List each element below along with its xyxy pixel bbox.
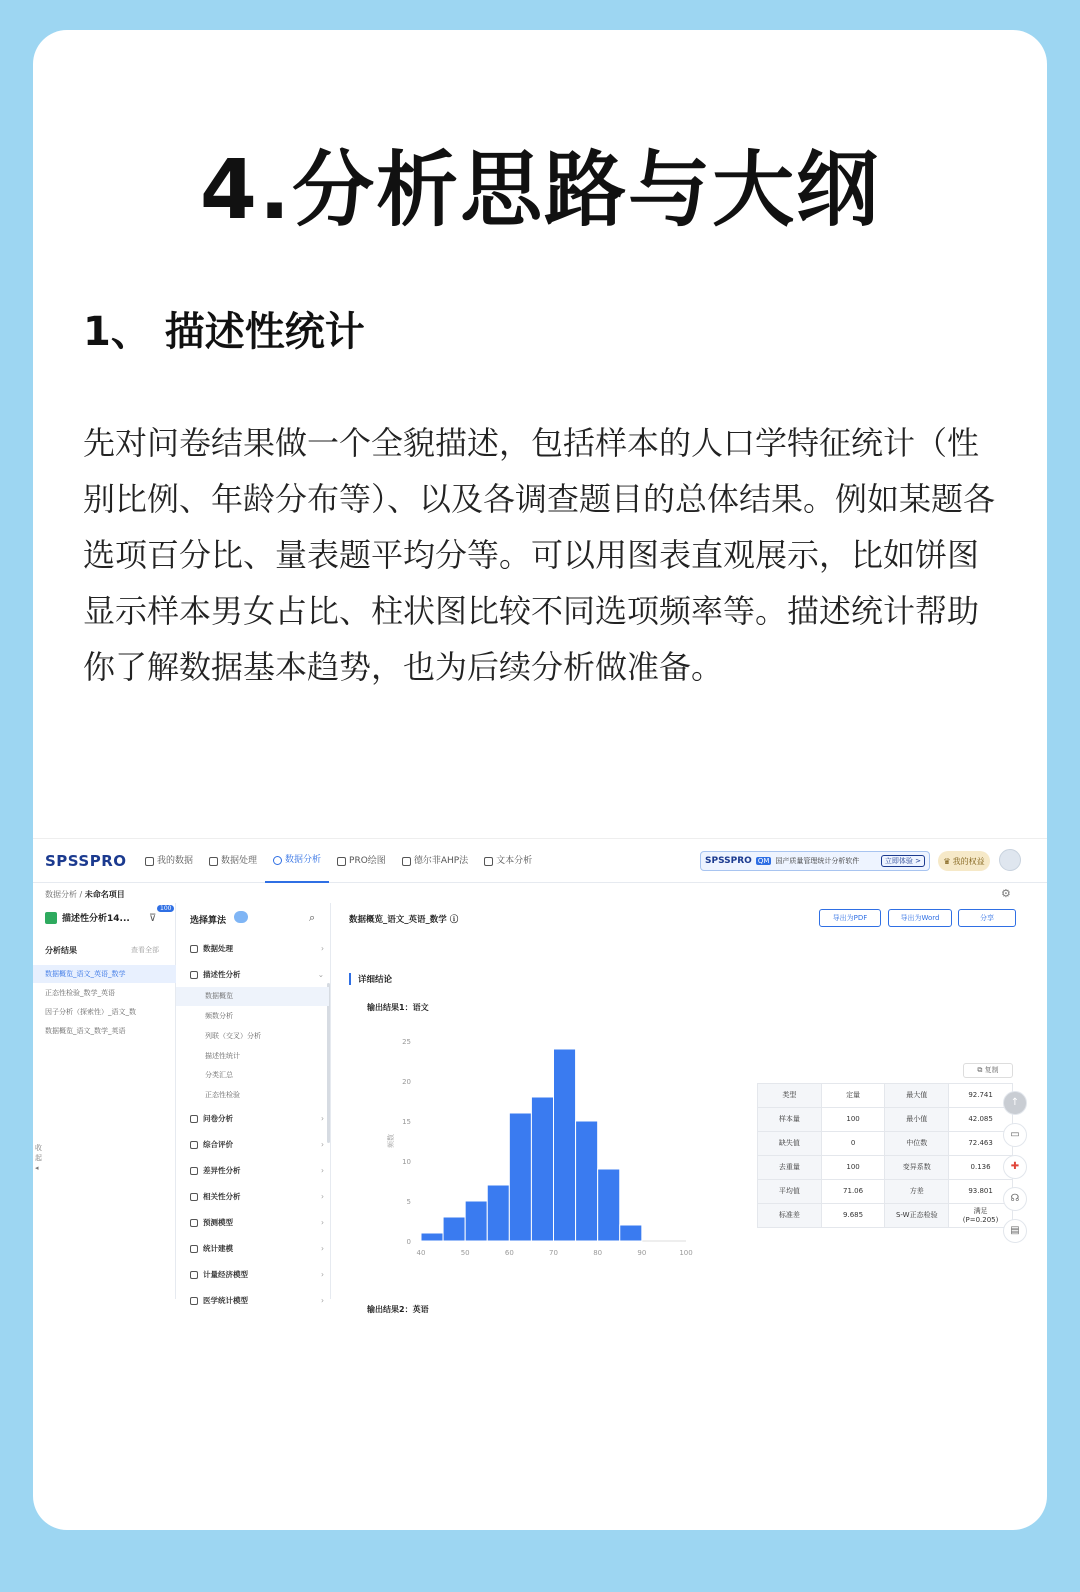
nav-label: 文本分析 <box>496 856 533 866</box>
app-screenshot <box>33 838 1047 1314</box>
algo-crosstab[interactable]: 列联（交叉）分析 <box>205 1032 261 1040</box>
chevron-right-icon: › <box>321 1270 324 1279</box>
stat-label: 缺失值 <box>758 1132 822 1156</box>
nav-delphi-ahp[interactable] <box>394 839 476 883</box>
stat-label: 样本量 <box>758 1108 822 1132</box>
chevron-right-icon: › <box>321 1296 324 1305</box>
project-header[interactable] <box>45 911 130 924</box>
stat-label: 去重量 <box>758 1156 822 1180</box>
top-navbar <box>33 839 1047 883</box>
algo-frequency[interactable]: 频数分析 <box>205 1012 233 1020</box>
result-title: 数据概览_语文_英语_数学 ⓘ <box>349 915 459 925</box>
x-tick-label: 50 <box>460 1249 470 1257</box>
output-2-label: 输出结果2：英语 <box>367 1305 429 1314</box>
histogram-bar <box>443 1217 465 1241</box>
algo-group-summary[interactable]: 分类汇总 <box>205 1071 233 1079</box>
category-evaluation[interactable] <box>190 1135 324 1155</box>
crown-icon: ♛ <box>943 856 951 866</box>
bars-icon <box>190 1271 198 1279</box>
draw-icon <box>337 857 346 866</box>
algorithm-title: 选择算法 <box>190 916 227 926</box>
chevron-right-icon: › <box>321 944 324 953</box>
copy-label: 复制 <box>984 1066 999 1074</box>
chevron-right-icon: › <box>321 1218 324 1227</box>
stat-value: 93.801 <box>949 1180 1013 1204</box>
histogram-bar <box>487 1185 509 1241</box>
stat-label: 平均值 <box>758 1180 822 1204</box>
chart-icon <box>190 1167 198 1175</box>
stat-label: 中位数 <box>885 1132 949 1156</box>
stat-label: 最小值 <box>885 1108 949 1132</box>
benefit-label: 我的权益 <box>952 856 985 866</box>
table-row <box>758 1084 1013 1108</box>
histogram-bar <box>576 1121 598 1241</box>
chat-icon <box>190 1141 198 1149</box>
histogram-bar <box>531 1097 553 1241</box>
stat-label: 最大值 <box>885 1084 949 1108</box>
x-tick-label: 70 <box>549 1249 558 1257</box>
back-to-top-icon[interactable]: ↑ <box>1003 1091 1027 1115</box>
nav-pro-draw[interactable] <box>329 839 394 883</box>
stat-value: 71.06 <box>821 1180 885 1204</box>
category-label: 统计建模 <box>203 1244 233 1253</box>
spreadsheet-icon <box>45 912 57 924</box>
x-tick-label: 100 <box>679 1249 693 1257</box>
nav-data-analysis[interactable] <box>265 839 329 883</box>
y-axis-label: 频数 <box>387 1134 395 1148</box>
nav-label: PRO绘图 <box>349 856 386 866</box>
export-word-button[interactable]: 导出为Word <box>888 909 952 927</box>
description-paragraph: 先对问卷结果做一个全貌描述，包括样本的人口学特征统计（性别比例、年龄分布等）、以及各调查题目的总体结果。例如某题各选项百分比、量表题平均分等。可以用图表直观展示，比如饼图显示样本男女占比、柱状图比较不同选项频率等。描述统计帮助你了解数据基本趋势，也为后续分析做准备。 <box>83 424 996 686</box>
nav-my-data[interactable] <box>137 839 201 883</box>
category-label: 预测模型 <box>203 1218 233 1227</box>
category-label: 医学统计模型 <box>203 1296 248 1305</box>
checklist-icon <box>402 857 411 866</box>
nav-label: 德尔菲AHP法 <box>413 856 469 866</box>
cube-icon <box>190 945 198 953</box>
category-descriptive[interactable] <box>190 965 324 985</box>
category-modeling[interactable] <box>190 1239 324 1259</box>
stats-table <box>757 1083 1013 1228</box>
x-tick-label: 40 <box>416 1249 426 1257</box>
category-econometrics[interactable] <box>190 1265 324 1285</box>
category-prediction[interactable] <box>190 1213 324 1233</box>
nav-label: 数据分析 <box>285 855 322 865</box>
histogram-bar <box>620 1225 642 1241</box>
category-label: 计量经济模型 <box>203 1270 248 1279</box>
nav-data-processing[interactable] <box>201 839 265 883</box>
my-benefits-button[interactable] <box>938 851 990 871</box>
collapse-toggle[interactable]: 收起◂ <box>35 1144 42 1172</box>
stat-value: 9.685 <box>821 1204 885 1228</box>
stat-value: 100 <box>821 1156 885 1180</box>
table-row <box>758 1108 1013 1132</box>
stat-label: 标准差 <box>758 1204 822 1228</box>
category-label: 差异性分析 <box>203 1166 241 1175</box>
stethoscope-icon <box>190 1297 198 1305</box>
gear-icon[interactable]: ⚙ <box>1001 887 1011 900</box>
stat-value: 定量 <box>821 1084 885 1108</box>
table-row <box>758 1132 1013 1156</box>
share-button[interactable]: 分享 <box>958 909 1016 927</box>
promo-text: 国产质量管理统计分析软件 <box>775 857 860 865</box>
category-difference[interactable] <box>190 1161 324 1181</box>
category-label: 综合评价 <box>203 1140 233 1149</box>
project-name: 描述性分析14... <box>62 914 130 924</box>
y-tick-label: 25 <box>402 1038 411 1046</box>
trend-icon <box>190 1219 198 1227</box>
histogram-bar <box>509 1113 531 1241</box>
algo-descriptive-stats[interactable]: 描述性统计 <box>205 1052 240 1060</box>
stat-value: 92.741 <box>949 1084 1013 1108</box>
x-tick-label: 60 <box>504 1249 514 1257</box>
nav-text-analysis[interactable] <box>476 839 540 883</box>
app-logo[interactable]: SPSSPRO <box>45 852 127 870</box>
list-item[interactable]: 正态性检验_数学_英语 <box>45 989 115 997</box>
algorithm-panel <box>176 903 331 1305</box>
group-icon <box>190 1245 198 1253</box>
stat-value: 0.136 <box>949 1156 1013 1180</box>
copy-button[interactable] <box>963 1063 1013 1078</box>
table-row <box>758 1204 1013 1228</box>
export-pdf-button[interactable]: 导出为PDF <box>819 909 881 927</box>
histogram-bar <box>598 1169 620 1241</box>
histogram-bar <box>554 1049 576 1241</box>
section-heading: 1、 描述性统计 <box>83 309 365 355</box>
promo-brand: SPSSPRO <box>705 856 752 866</box>
category-correlation[interactable] <box>190 1187 324 1207</box>
headset-icon[interactable]: ☊ <box>1003 1187 1027 1211</box>
stat-label: 类型 <box>758 1084 822 1108</box>
breadcrumb <box>45 889 125 900</box>
line-chart-icon <box>190 971 198 979</box>
category-data-processing[interactable] <box>190 939 324 959</box>
chevron-right-icon: › <box>321 1166 324 1175</box>
search-icon[interactable]: ⌕ <box>309 911 316 924</box>
filter-icon[interactable]: ⊽ <box>149 913 157 924</box>
right-toolbar <box>1003 1091 1029 1251</box>
category-medical[interactable] <box>190 1291 324 1311</box>
document-icon <box>484 857 493 866</box>
category-label: 相关性分析 <box>203 1192 241 1201</box>
chevron-right-icon: › <box>321 1140 324 1149</box>
stat-value: 0 <box>821 1132 885 1156</box>
y-tick-label: 0 <box>406 1238 411 1246</box>
filter-count-badge: 100 <box>157 905 174 912</box>
stat-value: 42.085 <box>949 1108 1013 1132</box>
chevron-down-icon: ⌄ <box>317 970 324 979</box>
main-nav <box>137 839 540 883</box>
stat-label: S-W正态检验 <box>885 1204 949 1228</box>
category-label: 描述性分析 <box>203 970 241 979</box>
algo-normality-test[interactable]: 正态性检验 <box>205 1091 240 1099</box>
avatar[interactable] <box>999 849 1021 871</box>
x-tick-label: 80 <box>593 1249 603 1257</box>
results-content <box>331 903 1047 1314</box>
message-icon[interactable]: ▭ <box>1003 1123 1027 1147</box>
histogram-chart <box>381 1031 711 1291</box>
stat-value: 满足 (P=0.205) <box>949 1204 1013 1228</box>
list-item[interactable]: 数据概览_语文_英语_数学 <box>33 965 176 983</box>
algo-data-overview[interactable]: 数据概览 <box>176 987 329 1006</box>
stat-value: 100 <box>821 1108 885 1132</box>
chevron-right-icon: › <box>321 1244 324 1253</box>
nav-label: 我的数据 <box>157 856 194 866</box>
output-1-label: 输出结果1：语文 <box>367 1003 429 1012</box>
list-item[interactable]: 因子分析（探索性）_语文_数 <box>45 1008 136 1016</box>
notes-icon[interactable]: ▤ <box>1003 1219 1027 1243</box>
page-title: 4.分析思路与大纲 <box>199 143 881 238</box>
results-sidebar <box>33 903 176 1299</box>
chevron-right-icon: › <box>321 1192 324 1201</box>
gift-icon[interactable]: ✚ <box>1003 1155 1027 1179</box>
histogram-bar <box>465 1201 487 1241</box>
pie-icon <box>273 856 282 865</box>
y-tick-label: 5 <box>406 1198 411 1206</box>
histogram-bar <box>421 1233 443 1241</box>
breadcrumb-root[interactable]: 数据分析 / <box>45 890 85 899</box>
x-tick-label: 90 <box>637 1249 647 1257</box>
category-label: 数据处理 <box>203 944 233 953</box>
view-all-link[interactable]: 查看全部 <box>131 946 159 954</box>
try-now-button[interactable]: 立即体验 > <box>881 855 925 867</box>
layers-icon <box>145 857 154 866</box>
table-row <box>758 1180 1013 1204</box>
y-tick-label: 15 <box>402 1118 411 1126</box>
y-tick-label: 10 <box>402 1158 411 1166</box>
table-row <box>758 1156 1013 1180</box>
category-label: 问卷分析 <box>203 1114 233 1123</box>
link-icon <box>190 1193 198 1201</box>
stat-label: 方差 <box>885 1180 949 1204</box>
promo-banner[interactable] <box>700 851 930 871</box>
content-card <box>33 30 1047 1530</box>
form-icon <box>190 1115 198 1123</box>
y-tick-label: 20 <box>402 1078 411 1086</box>
copy-icon: ⧉ <box>977 1066 985 1074</box>
breadcrumb-current: 未命名项目 <box>84 890 125 899</box>
cube-icon <box>209 857 218 866</box>
category-questionnaire[interactable] <box>190 1109 324 1129</box>
results-heading: 分析结果 <box>45 946 77 955</box>
detailed-conclusion-heading: 详细结论 <box>349 973 392 985</box>
chevron-right-icon: › <box>321 1114 324 1123</box>
stat-label: 变异系数 <box>885 1156 949 1180</box>
list-item[interactable]: 数据概览_语文_数学_英语 <box>45 1027 126 1035</box>
stat-value: 72.463 <box>949 1132 1013 1156</box>
promo-tag: QM <box>757 857 770 865</box>
nav-label: 数据处理 <box>221 856 258 866</box>
robot-icon[interactable] <box>234 911 248 923</box>
